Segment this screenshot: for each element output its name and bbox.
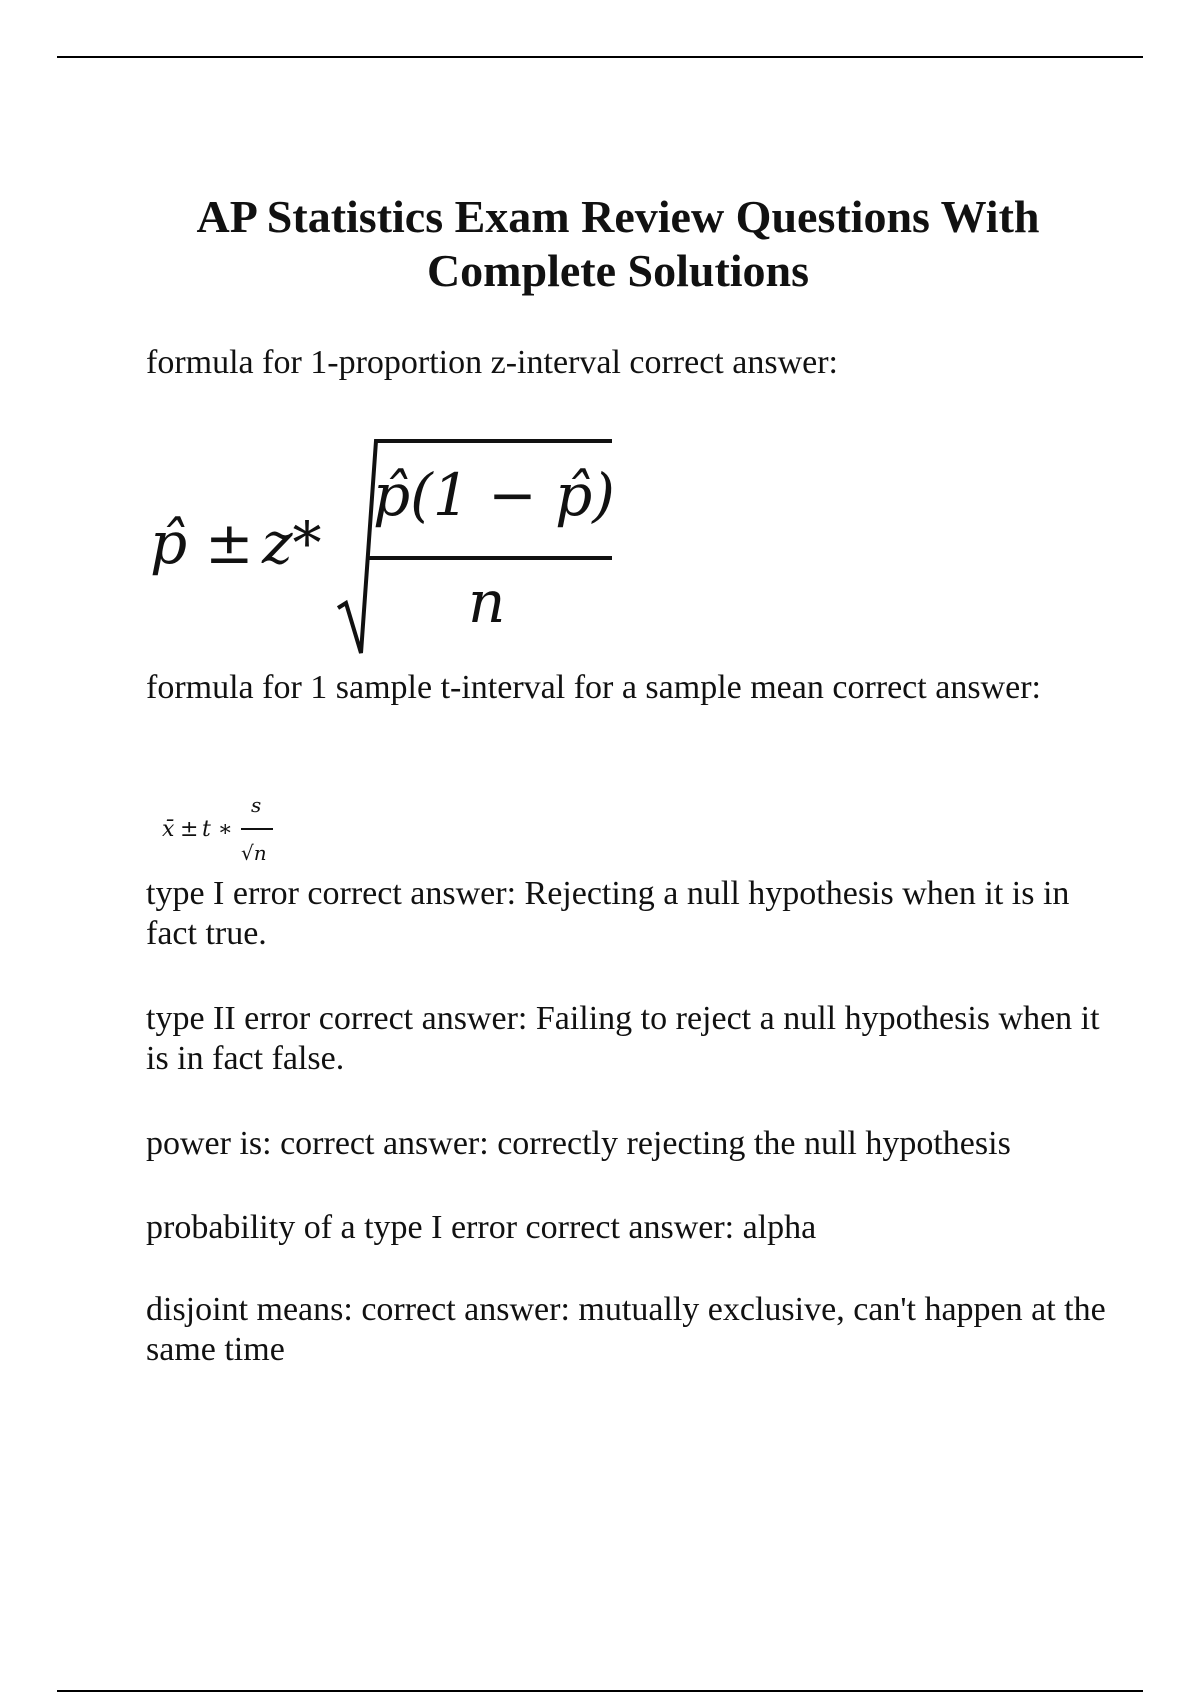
title-line-1: AP Statistics Exam Review Questions With	[196, 191, 1040, 242]
question-z-interval: formula for 1-proportion z-interval correct answer:	[146, 344, 838, 381]
formula-t-plus-minus: ±	[180, 817, 199, 842]
formula-plus-minus: ±	[205, 509, 254, 577]
formula-x-bar: x̄	[162, 817, 175, 842]
question-type-i-probability: probability of a type I error correct answer: alpha	[146, 1209, 817, 1246]
question-power: power is: correct answer: correctly rejecting the null hypothesis	[146, 1125, 1011, 1162]
formula-z-star: z*	[262, 509, 322, 577]
formula-t-denominator: √n	[241, 841, 267, 865]
title-line-2: Complete Solutions	[426, 245, 810, 296]
formula-numerator: p̂(1 − p̂)	[373, 461, 615, 529]
footer-rule	[57, 1690, 1143, 1692]
header-rule	[57, 56, 1143, 58]
formula-t-star: t ∗	[202, 817, 233, 842]
page-title	[100, 190, 1136, 298]
t-interval-formula	[162, 795, 302, 870]
question-t-interval: formula for 1 sample t-interval for a sample mean correct answer:	[146, 669, 1041, 706]
question-type-i-error: type I error correct answer: Rejecting a null hypothesis when it is in fact true.	[146, 875, 1070, 952]
z-interval-formula	[150, 435, 630, 665]
question-type-ii-error: type II error correct answer: Failing to reject a null hypothesis when it is in fact false.	[146, 1000, 1100, 1077]
formula-denominator: n	[468, 568, 506, 636]
question-disjoint: disjoint means: correct answer: mutually exclusive, can't happen at the same time	[146, 1291, 1106, 1368]
formula-p-hat: p̂	[150, 509, 188, 577]
formula-t-numerator: s	[251, 795, 262, 817]
